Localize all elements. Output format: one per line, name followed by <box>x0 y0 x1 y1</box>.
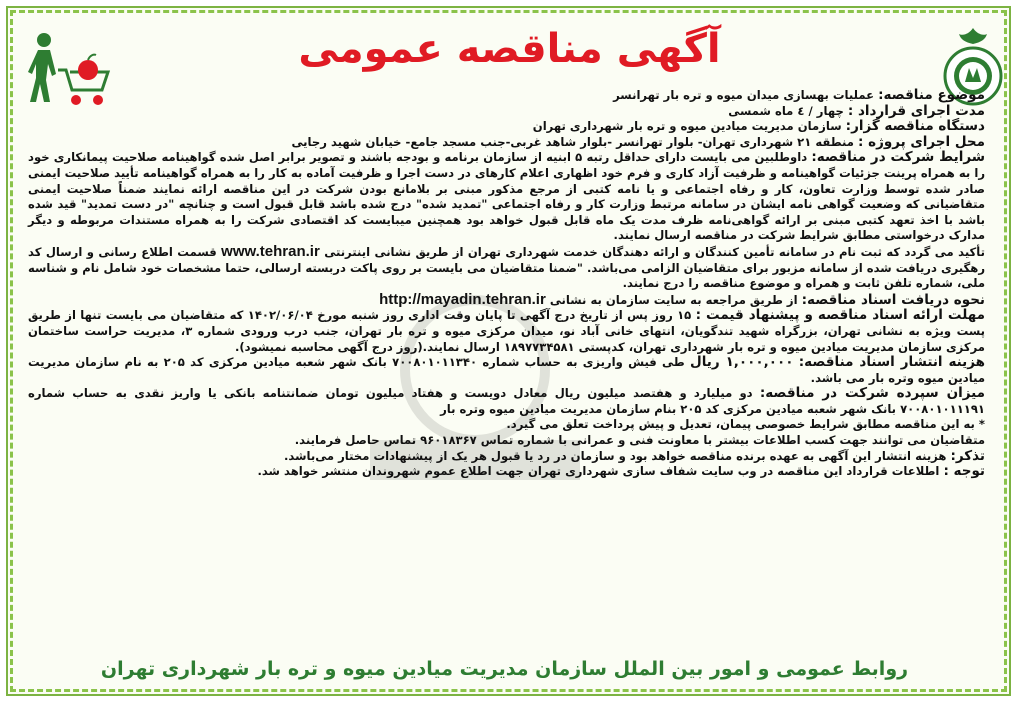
receive-row <box>28 292 985 309</box>
receive-text: از طریق مراجعه به سایت سازمان به نشانی <box>549 292 798 307</box>
subject-text: عملیات بهسازی میدان میوه و تره بار تهرانسر <box>613 88 875 102</box>
cost-row <box>28 355 985 386</box>
receive-label: نحوه دریافت اسناد مناقصه: <box>801 291 985 308</box>
subject-row <box>28 88 985 104</box>
attention-text: اطلاعات قرارداد این مناقصه در وب سایت شفاف سازی شهرداری تهران جهت اطلاع عموم شهروندان منتشر خواهد شد. <box>257 464 940 479</box>
location-label: محل اجرای پروژه : <box>858 133 985 150</box>
guarantee-note: * به این مناقصه مطابق شرایط خصوصی پیمان، تعدیل و پیش پرداخت تعلق می گیرد. <box>506 417 985 432</box>
conditions-label: شرایط شرکت در مناقصه: <box>811 149 986 166</box>
cost-text: طی فیش واریزی به حساب شماره ۷۰۰۸۰۱۰۱۱۳۴۰ بانک شهر شعبه میادین مرکزی کد ۲۰۵ به نام سازمان مدیریت میادین میوه وتره بار می باشد. <box>28 355 985 385</box>
duration-text: چهار / ٤ ماه شمسی <box>728 103 844 118</box>
contact-row: متقاضیان می توانند جهت کسب اطلاعات بیشتر با معاونت فنی و عمرانی با شماره تماس ۹۶۰۱۸۳۶۷ تماس حاصل فرمایند. <box>294 433 985 448</box>
ad-title: آگهی مناقصه عمومی <box>298 26 721 72</box>
cost-amount: ۱,۰۰۰,۰۰۰ ریال <box>689 354 794 371</box>
reminder-label: تذکر: <box>950 447 985 464</box>
footer-public-relations: روابط عمومی و امور بین الملل سازمان مدیریت میادین میوه و تره بار شهرداری تهران <box>100 658 909 680</box>
cost-label: هزینه انتشار اسناد مناقصه: <box>798 354 985 371</box>
conditions-row <box>28 150 985 244</box>
note-row <box>28 244 985 292</box>
party-text: سازمان مدیریت میادین میوه و تره بار شهرداری تهران <box>532 119 842 134</box>
party-row <box>28 119 985 135</box>
deadline-row <box>28 308 985 355</box>
duration-row <box>28 104 985 120</box>
deadline-label: مهلت ارائه اسناد مناقصه و پیشنهاد قیمت : <box>695 307 985 324</box>
attention-label: توجه : <box>943 463 985 480</box>
deadline-text: ۱۵ روز پس از تاریخ درج آگهی تا پایان وقت اداری روز شنبه مورخ ۱۴۰۲/۰۶/۰۴ که متقاضیان می بایست تنها از طریق پست ویژه به نشانی تهران، بزرگراه شهید تندگویان، انتهای خانی آباد نو، میدان مرکزی میوه و تره بار تهران، جنب درب ورودی شماره ۳، مدیریت حراست ساختمان مرکزی سازمان مدیریت میادین میوه و تره بار شهرداری تهران، کدپستی ۱۸۹۷۷۳۴۵۸۱ ارسال نمایند.(روز درج آگهی محاسبه نمیشود). <box>28 308 985 354</box>
conditions-text: داوطلبین می بایست دارای حداقل رتبه ۵ ابنیه از سازمان برنامه و بودجه باشند و تصویر برابر اصل شده گواهینامه صلاحیت پیمانکاری خود را به همراه پرینت جزئیات گواهینامه و ظرفیت آزاد کاری و فرم خود اظهاری اعلام کارهای در دست اجرا و ظرفیت آماده به کار را به همراه گواهینامه تأیید صلاحیت ایمنی صادر شده توسط وزارت تعاون، کار و رفاه اجتماعی و یا نامه کتبی از مرجع مذکور مبنی بر بلامانع بودن شرکت در این مناقصه ارائه نمایند ضمناً صلاحیت ایمنی متقاضیانی که وضعیت گواهی نامه ایشان در سامانه مرتبط وزارت کار و رفاه اجتماعی "تمدید شده" درج شده باشد قابل قبول است و چنانچه "در دست تمدید" قید شده باشد با اخذ تعهد کتبی مبنی بر ارائه گواهی‌نامه ظرف مدت یک ماه قابل قبول خواهد بود همچنین میبایست کد اقتصادی شرکت را به همراه مستندات مربوطه و دیگر مدارک درخواستی مطابق شرایط شرکت در مناقصه ارسال نمایند. <box>28 150 985 243</box>
reminder-row <box>28 449 985 465</box>
location-row <box>28 135 985 151</box>
subject-label: موضوع مناقصه: <box>878 87 985 103</box>
party-label: دستگاه مناقصه گزار: <box>845 118 985 135</box>
guarantee-row <box>28 386 985 417</box>
guarantee-text: دو میلیارد و هفتصد میلیون ریال معادل دویست و هفتاد میلیون تومان ضمانتنامه بانکی یا واریز نقدی به حساب شماره ۷۰۰۸۰۱۰۱۱۱۹۱ بانک شهر شعبه میادین مرکزی کد ۲۰۵ بنام سازمان مدیریت میادین میوه وتره بار <box>28 386 985 416</box>
tehran-site-link[interactable]: www.tehran.ir <box>221 242 320 260</box>
note-text-b: قسمت اطلاع رسانی و ارسال کد رهگیری دریافت شده از سامانه مزبور برای متقاضیان الزامی می‌باشد. "ضمنا متقاضیان می بایست بر روی پاکت دربسته ارسالی، حتما مشخصات خود شامل نام و شناسه ملی، شماره تلفن ثابت و همراه و موضوع مناقصه را درج نمایند. <box>28 244 985 291</box>
ad-body <box>28 88 985 480</box>
location-text: منطقه ۲۱ شهرداری تهران- بلوار تهرانسر -بلوار شاهد غربی-جنب مسجد جامع- خیابان شهید رجایی <box>291 134 854 149</box>
duration-label: مدت اجرای قرارداد : <box>847 102 985 119</box>
guarantee-label: میزان سپرده شرکت در مناقصه: <box>759 385 985 402</box>
attention-row <box>28 464 985 480</box>
mayadin-site-link[interactable]: http://mayadin.tehran.ir <box>379 290 546 308</box>
note-text-a: تأکید می گردد که ثبت نام در سامانه تأمین کنندگان و ارائه دهندگان خدمت شهرداری تهران از طریق نشانی اینترنتی <box>324 244 985 259</box>
reminder-text: هزینه انتشار این آگهی به عهده برنده مناقصه خواهد بود و سازمان در رد یا قبول هر یک از پیشنهادات مختار می‌باشد. <box>283 448 947 463</box>
